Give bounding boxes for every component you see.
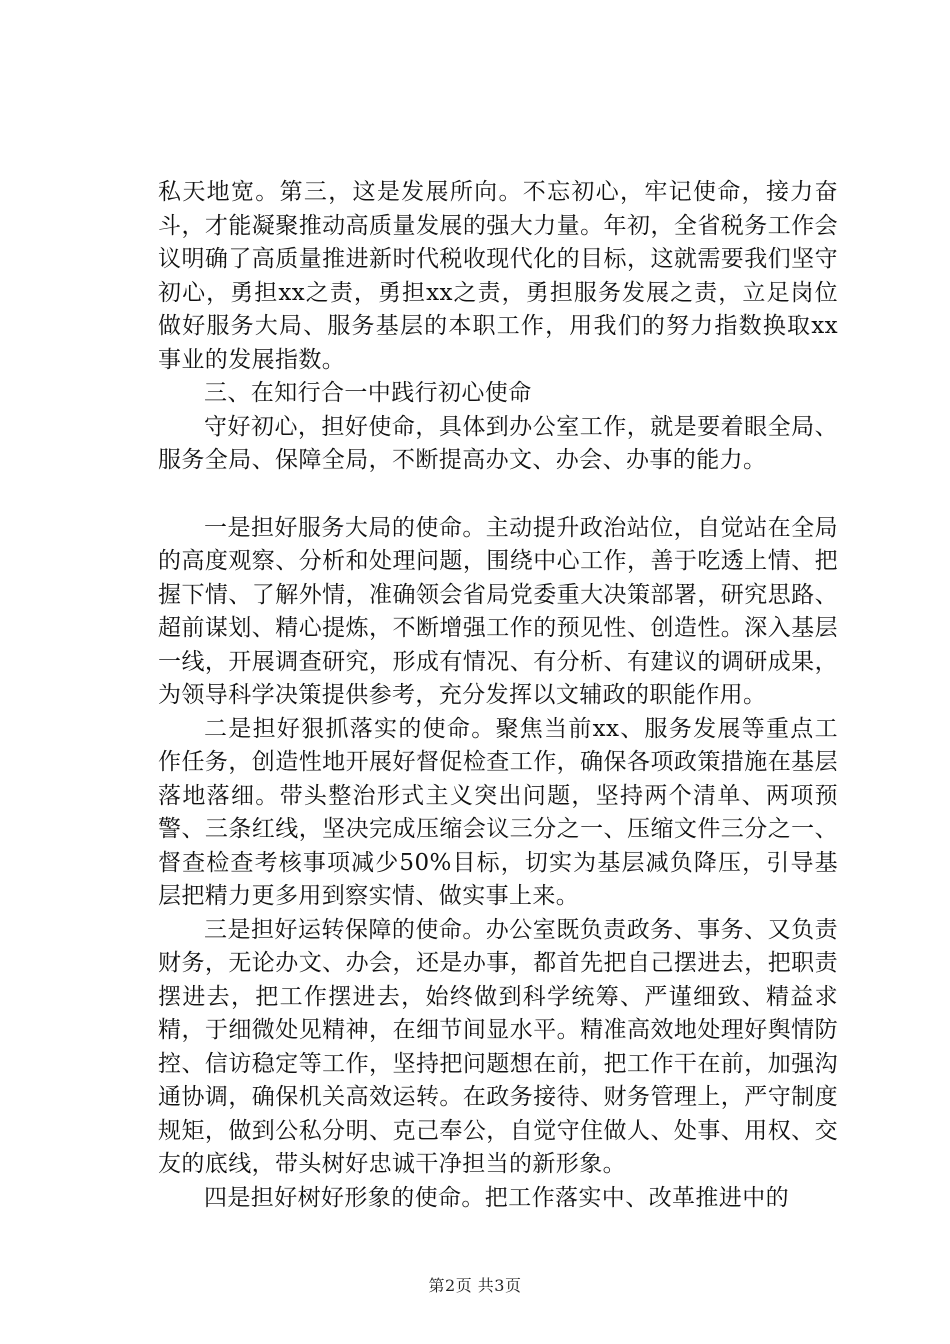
paragraph-gap bbox=[158, 478, 838, 512]
body-paragraph: 二是担好狠抓落实的使命。聚焦当前xx、服务发展等重点工作任务，创造性地开展好督促检查工作，确保各项政策措施在基层落地落细。带头整治形式主义突出问题，坚持两个清单、两项预警、三条红线，坚决完成压缩会议三分之一、压缩文件三分之一、督查检查考核事项减少50%目标，切实为基层减负降压，引导基层把精力更多用到察实情、做实事上来。 bbox=[158, 715, 838, 909]
body-paragraph: 三是担好运转保障的使命。办公室既负责政务、事务、又负责财务，无论办文、办会，还是办事，都首先把自己摆进去，把职责摆进去，把工作摆进去，始终做到科学统筹、严谨细致、精益求精，于细微处见精神，在细节间显水平。精准高效地处理好舆情防控、信访稳定等工作，坚持把问题想在前，把工作干在前，加强沟通协调，确保机关高效运转。在政务接待、财务管理上，严守制度规矩，做到公私分明、克己奉公，自觉守住做人、处事、用权、交友的底线，带头树好忠诚干净担当的新形象。 bbox=[158, 916, 838, 1177]
body-paragraph: 守好初心，担好使命，具体到办公室工作，就是要着眼全局、服务全局、保障全局，不断提高办文、办会、办事的能力。 bbox=[158, 413, 838, 473]
body-paragraph: 一是担好服务大局的使命。主动提升政治站位，自觉站在全局的高度观察、分析和处理问题，围绕中心工作，善于吃透上情、把握下情、了解外情，准确领会省局党委重大决策部署，研究思路、超前谋划、精心提炼，不断增强工作的预见性、创造性。深入基层一线，开展调查研究，形成有情况、有分析、有建议的调研成果，为领导科学决策提供参考，充分发挥以文辅政的职能作用。 bbox=[158, 514, 838, 708]
page-footer: 第2页 共3页 bbox=[428, 1276, 522, 1295]
body-paragraph-continued: 私天地宽。第三，这是发展所向。不忘初心，牢记使命，接力奋斗，才能凝聚推动高质量发展的强大力量。年初，全省税务工作会议明确了高质量推进新时代税收现代化的目标，这就需要我们坚守初心，勇担xx之责，勇担xx之责，勇担服务发展之责，立足岗位做好服务大局、服务基层的本职工作，用我们的努力指数换取xx事业的发展指数。 bbox=[158, 179, 838, 373]
body-paragraph: 四是担好树好形象的使命。把工作落实中、改革推进中的 bbox=[204, 1184, 789, 1211]
document-body bbox=[158, 176, 838, 1215]
section-heading: 三、在知行合一中践行初心使命 bbox=[204, 380, 532, 406]
